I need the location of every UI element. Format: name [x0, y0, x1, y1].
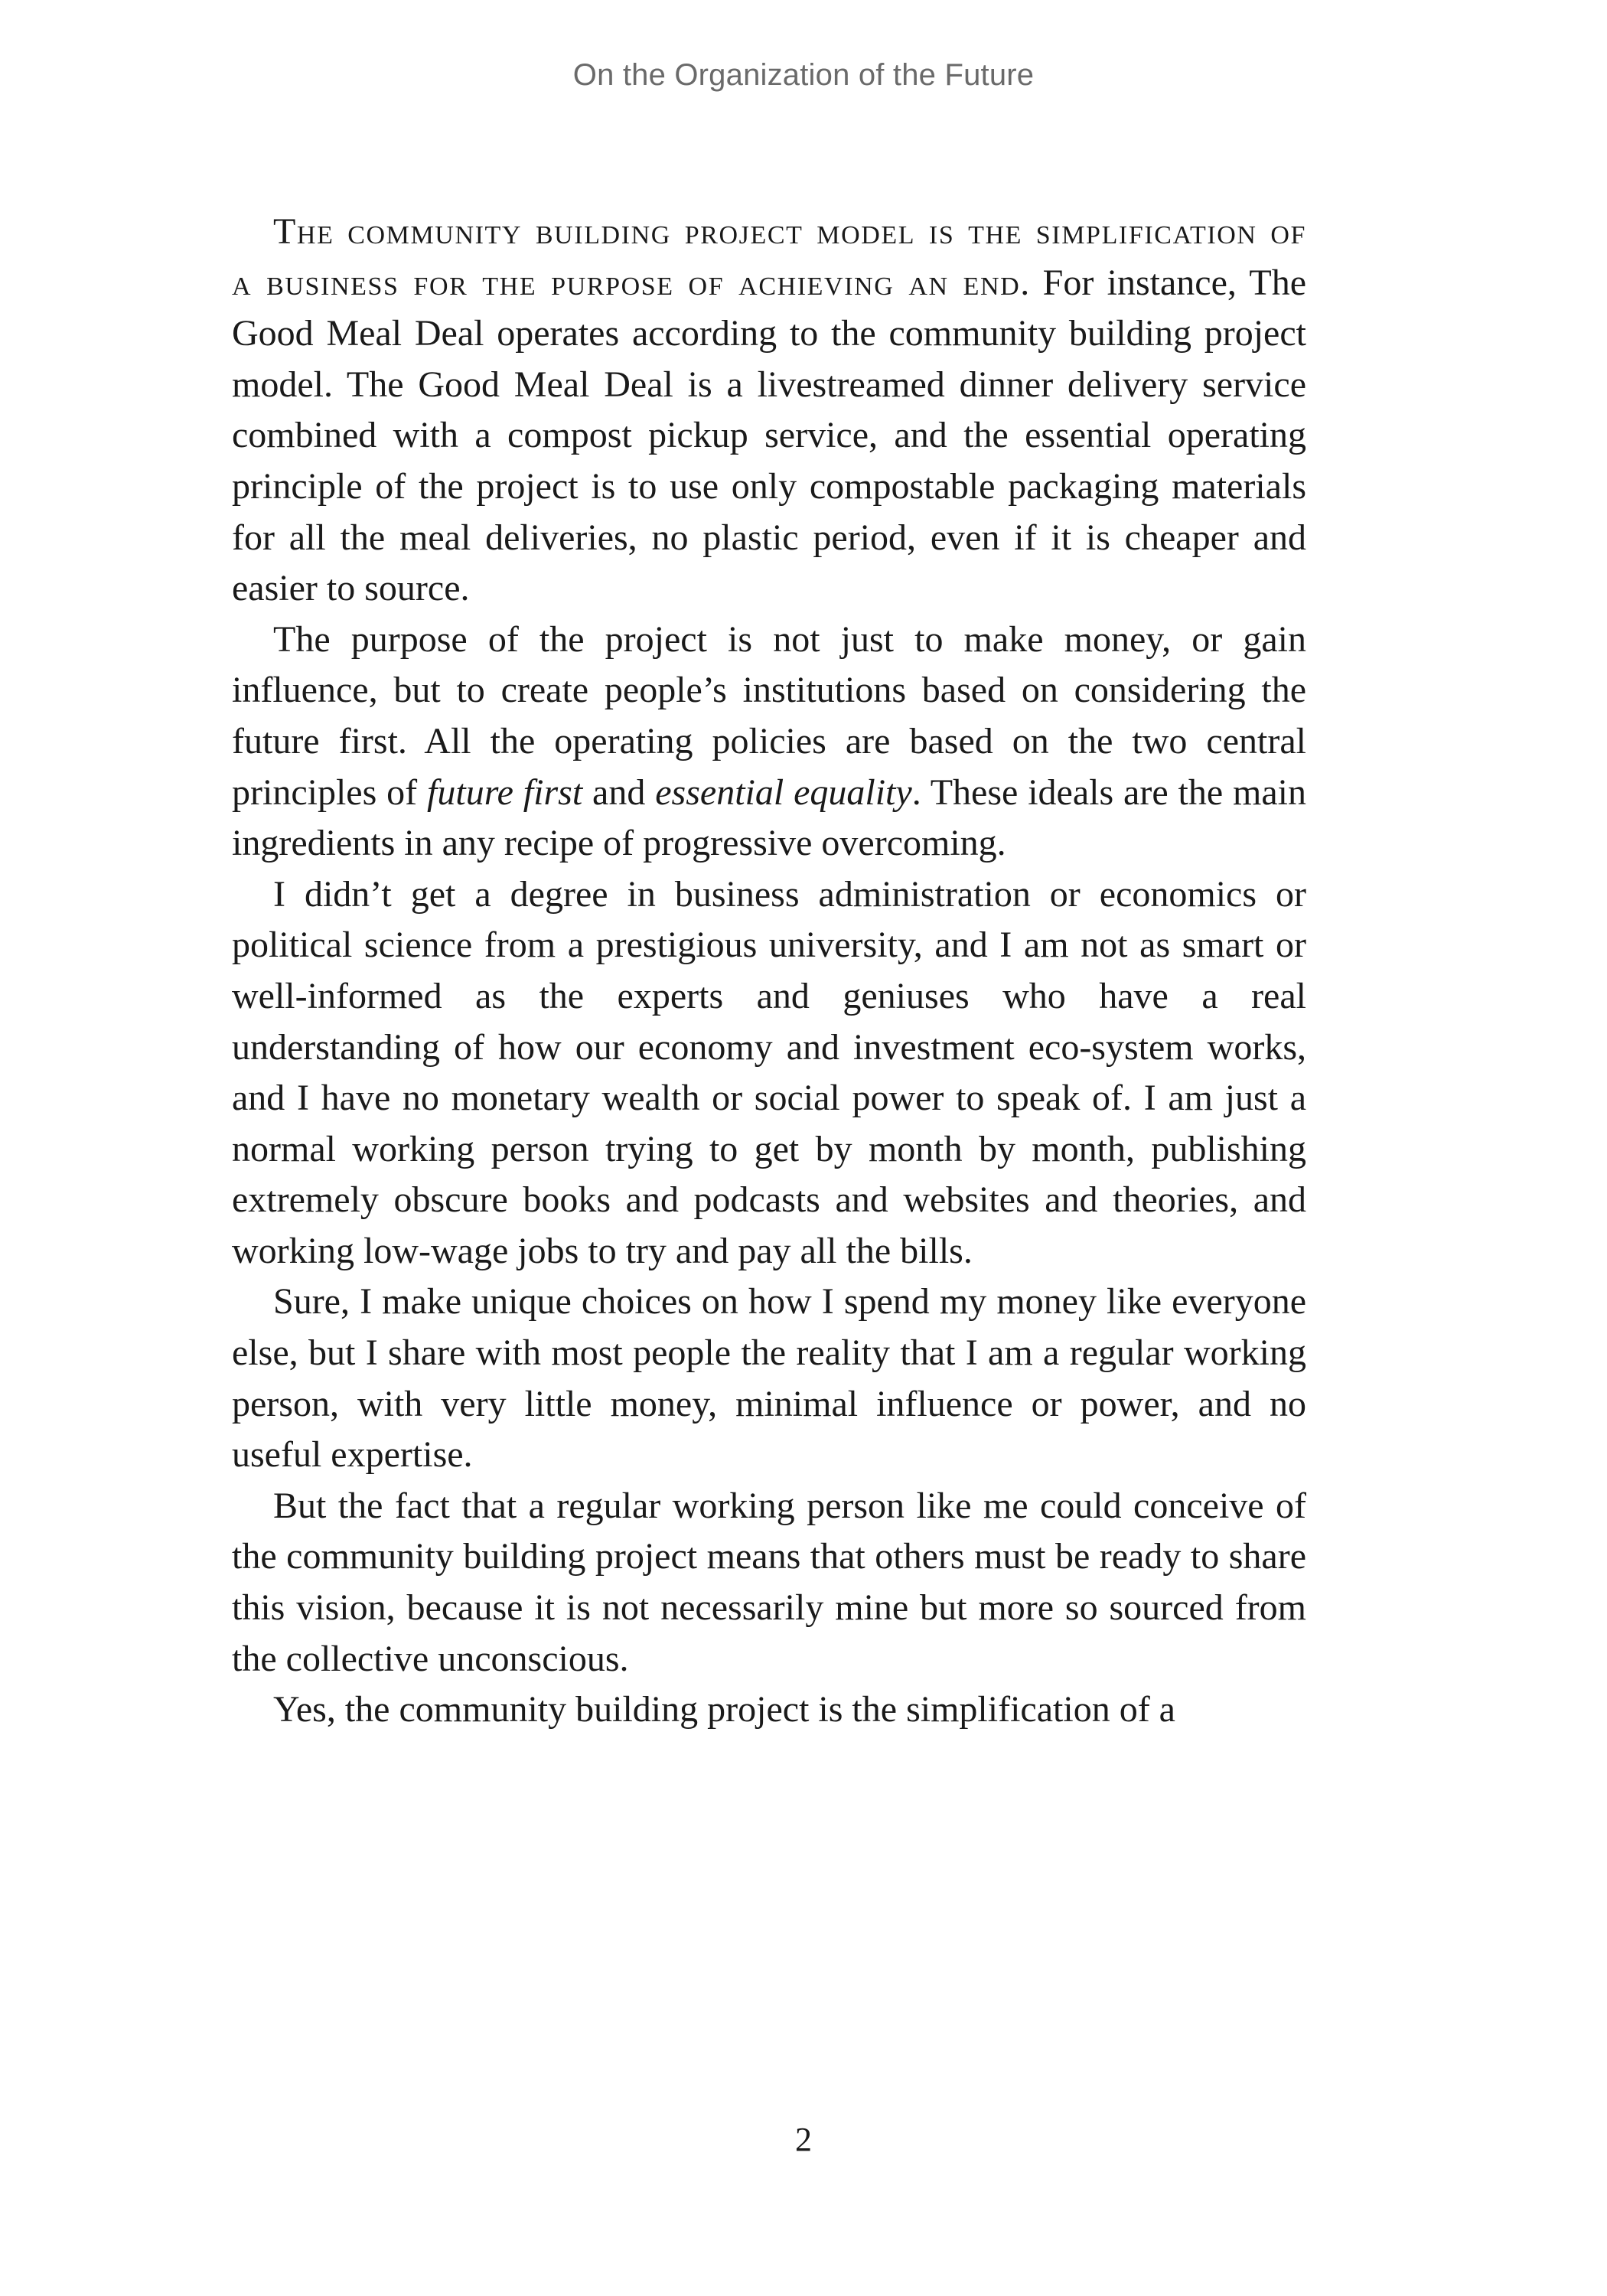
paragraph-4: Sure, I make unique choices on how I spend my money like everyone else, but I share with most people the reality that I am a regular working person, with very little money, minimal influence or power, and no useful expertise. — [232, 1281, 1306, 1476]
paragraph-5: But the fact that a regular working person like me could conceive of the community building project means that others must be ready to share this vision, because it is not necessarily mine but more so sourced from the collective unconscious. — [232, 1485, 1306, 1679]
body-text — [232, 207, 1306, 1736]
paragraph-2-text-a: The purpose of the project is not just to make money, or gain influence, but to create people’s institutions based on considering the future first. All the operating policies are based on the two central principles of — [232, 618, 1306, 813]
paragraph-1 — [232, 207, 1306, 615]
paragraph-3: I didn’t get a degree in business administration or economics or political science from a prestigious university, and I am not as smart or well-informed as the experts and geniuses who have a real understanding of how our economy and investment eco-system works, and I have no monetary wealth or social power to speak of. I am just a normal working person trying to get by month by month, publishing extremely obscure books and podcasts and websites and theories, and working low-wage jobs to try and pay all the bills. — [232, 873, 1306, 1271]
paragraph-2 — [232, 615, 1306, 869]
page-number: 2 — [795, 2121, 812, 2158]
paragraph-1-lead-smallcaps: The community building project model is the simplification of a business for the purpose of achieving an end — [232, 211, 1306, 303]
emphasis-essential-equality: essential equality — [655, 771, 912, 813]
paragraph-2-text-b: and — [582, 771, 656, 813]
paragraph-6: Yes, the community building project is the simplification of a — [273, 1689, 1175, 1730]
running-head: On the Organization of the Future — [572, 58, 1035, 92]
paragraph-1-text: . For instance, The Good Meal Deal operates according to the community building project model. The Good Meal Deal is a livestreamed dinner delivery service combined with a compost pickup service, and the essential operating principle of the project is to use only compostable packaging materials for all the meal deliveries, no plastic period, even if it is cheaper and easier to source. — [232, 262, 1306, 609]
emphasis-future-first: future first — [427, 771, 583, 813]
paragraph-2-text-c: . These ideals are the main ingredients in any recipe of progressive overcoming. — [232, 771, 1307, 864]
